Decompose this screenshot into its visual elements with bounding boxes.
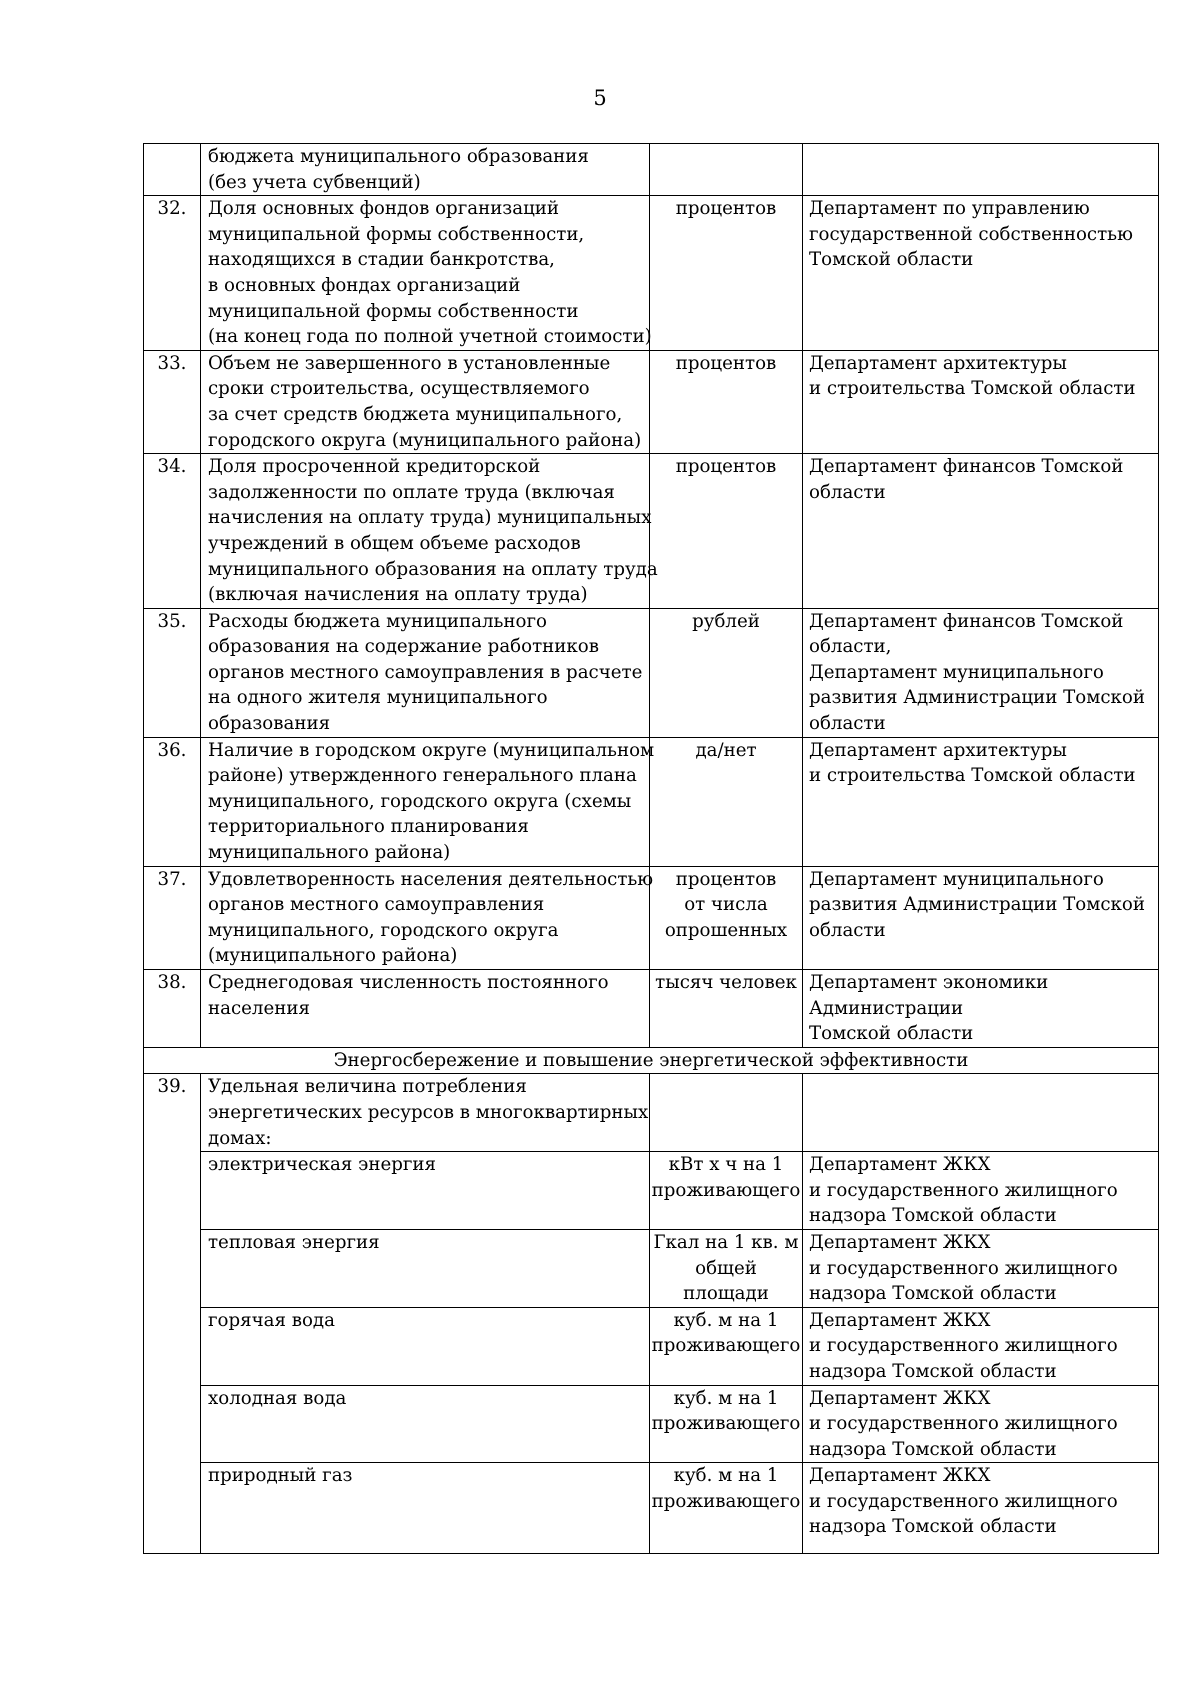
unit-of-measure — [650, 144, 803, 196]
responsible-department — [803, 1385, 1159, 1463]
row-number: 37. — [144, 866, 201, 969]
unit-of-measure-line: куб. м на 1 — [673, 1387, 779, 1409]
indicator-name-line: Объем не завершенного в установленные — [208, 352, 611, 374]
responsible-department-line: Департамент архитектуры — [809, 739, 1067, 761]
unit-of-measure-line: площади — [683, 1283, 769, 1305]
responsible-department-line: надзора Томской области — [809, 1438, 1057, 1460]
indicator-name-line: Доля основных фондов организаций — [208, 198, 560, 220]
indicator-name-line: домах: — [208, 1127, 272, 1149]
indicator-name — [201, 454, 658, 609]
row-number: 32. — [144, 196, 201, 351]
indicator-name-line: задолженности по оплате труда (включая — [208, 481, 615, 503]
unit-of-measure — [650, 1385, 803, 1463]
table-body — [144, 144, 1159, 1554]
responsible-department-line: области — [809, 919, 886, 941]
indicator-name-line: районе) утвержденного генерального плана — [208, 765, 637, 787]
unit-of-measure-line: проживающего — [651, 1490, 801, 1512]
indicator-name-line: за счет средств бюджета муниципального, — [208, 403, 623, 425]
unit-of-measure-line: процентов — [675, 868, 777, 890]
responsible-department-line: Департамент по управлению — [809, 198, 1090, 220]
responsible-department — [803, 608, 1159, 737]
responsible-department-line: Департамент экономики — [809, 972, 1049, 993]
indicator-name — [201, 608, 650, 737]
responsible-department — [803, 196, 1159, 351]
indicator-name — [201, 737, 655, 866]
unit-of-measure — [650, 1152, 803, 1230]
section-header-row — [144, 1047, 1159, 1074]
responsible-department-line: и государственного жилищного — [809, 1257, 1118, 1279]
unit-of-measure-line: куб. м на 1 — [673, 1465, 779, 1487]
responsible-department-line: развития Администрации Томской — [809, 687, 1145, 709]
indicator-name-line: Удовлетворенность населения деятельностью — [208, 868, 654, 890]
unit-of-measure — [650, 196, 803, 351]
responsible-department — [803, 1229, 1159, 1307]
responsible-department-line: области — [809, 481, 886, 503]
unit-of-measure — [650, 1463, 803, 1554]
responsible-department-line: и строительства Томской области — [809, 765, 1136, 787]
indicator-name-line: образования на содержание работников — [208, 636, 599, 658]
responsible-department-line: развития Администрации Томской — [809, 894, 1145, 916]
row-number: 33. — [144, 350, 201, 453]
indicator-name-line: находящихся в стадии банкротства, — [208, 249, 555, 271]
resource-name: электрическая энергия — [201, 1152, 650, 1230]
unit-of-measure-line: тысяч человек — [655, 972, 797, 993]
responsible-department-line: и строительства Томской области — [809, 378, 1136, 400]
resource-name: природный газ — [201, 1463, 650, 1554]
sub-row — [144, 1463, 1159, 1554]
table-row — [144, 970, 1159, 1048]
indicator-name — [201, 970, 650, 1048]
responsible-department-line: и государственного жилищного — [809, 1179, 1118, 1201]
indicator-name-line: территориального планирования — [208, 816, 529, 838]
indicator-name-line: населения — [208, 997, 310, 1019]
indicator-name-line: учреждений в общем объеме расходов — [208, 532, 581, 554]
row-number: 38. — [144, 970, 201, 1048]
unit-of-measure — [650, 1307, 803, 1385]
indicator-name-line: бюджета муниципального образования — [208, 146, 589, 167]
responsible-department — [803, 1074, 1159, 1152]
responsible-department-line: и государственного жилищного — [809, 1335, 1118, 1357]
indicator-name-line: (муниципального района) — [208, 945, 458, 967]
responsible-department-line: области, — [809, 636, 892, 658]
unit-of-measure-line: куб. м на 1 — [673, 1309, 779, 1331]
unit-of-measure-line: кВт х ч на 1 — [668, 1154, 784, 1176]
resource-name: тепловая энергия — [201, 1229, 650, 1307]
sub-row — [144, 1307, 1159, 1385]
responsible-department-line: области — [809, 713, 886, 735]
indicator-name-line: муниципальной формы собственности, — [208, 223, 585, 245]
unit-of-measure-line: общей — [695, 1257, 757, 1279]
responsible-department-line: надзора Томской области — [809, 1516, 1057, 1538]
indicator-name-line: муниципального, городского округа — [208, 919, 559, 941]
indicator-name-line: Расходы бюджета муниципального — [208, 610, 547, 632]
responsible-department — [803, 1307, 1159, 1385]
unit-of-measure — [650, 1074, 803, 1152]
table-row — [144, 454, 1159, 609]
indicator-name-line: муниципального района) — [208, 842, 451, 864]
responsible-department — [803, 970, 1159, 1048]
indicator-name — [201, 866, 654, 969]
table-row — [144, 866, 1159, 969]
responsible-department — [803, 1152, 1159, 1230]
table-row — [144, 1074, 1159, 1152]
responsible-department-line: Администрации — [809, 997, 964, 1019]
section-title: Энергосбережение и повышение энергетической эффективности — [144, 1047, 1159, 1074]
row-number: 39. — [144, 1074, 201, 1554]
responsible-department-line: надзора Томской области — [809, 1283, 1057, 1305]
sub-row — [144, 1229, 1159, 1307]
responsible-department-line: Департамент ЖКХ — [809, 1309, 991, 1331]
responsible-department-line: Департамент муниципального — [809, 661, 1104, 683]
unit-of-measure-line: проживающего — [651, 1413, 801, 1435]
unit-of-measure-line: процентов — [675, 456, 777, 478]
unit-of-measure — [650, 350, 803, 453]
indicator-name-line: городского округа (муниципального района) — [208, 429, 642, 451]
responsible-department-line: Департамент финансов Томской — [809, 456, 1124, 478]
responsible-department — [803, 866, 1159, 969]
indicator-name — [201, 1074, 650, 1152]
indicator-name-line: на одного жителя муниципального — [208, 687, 548, 709]
indicator-name-line: энергетических ресурсов в многоквартирных — [208, 1101, 649, 1123]
table-row — [144, 350, 1159, 453]
indicator-name-line: в основных фондах организаций — [208, 274, 521, 296]
unit-of-measure — [650, 866, 803, 969]
indicator-name-line: органов местного самоуправления — [208, 894, 545, 916]
indicator-name-line: (включая начисления на оплату труда) — [208, 584, 588, 606]
unit-of-measure — [650, 737, 803, 866]
page-number: 5 — [593, 86, 607, 110]
responsible-department — [803, 144, 1159, 196]
indicator-name-line: Наличие в городском округе (муниципальном — [208, 739, 655, 761]
indicator-name-line: муниципальной формы собственности — [208, 300, 579, 322]
responsible-department — [803, 1463, 1159, 1554]
responsible-department-line: надзора Томской области — [809, 1205, 1057, 1227]
responsible-department-line: Департамент ЖКХ — [809, 1154, 991, 1176]
responsible-department — [803, 737, 1159, 866]
responsible-department-line: Департамент муниципального — [809, 868, 1104, 890]
responsible-department-line: Томской области — [809, 249, 974, 271]
unit-of-measure-line: процентов — [675, 198, 777, 220]
indicator-name-line: начисления на оплату труда) муниципальных — [208, 507, 652, 529]
responsible-department-line: и государственного жилищного — [809, 1490, 1118, 1512]
unit-of-measure-line: процентов — [675, 352, 777, 374]
responsible-department-line: и государственного жилищного — [809, 1413, 1118, 1435]
table-row — [144, 144, 1159, 196]
table-row — [144, 737, 1159, 866]
indicator-name — [201, 196, 650, 351]
responsible-department — [803, 454, 1159, 609]
row-number: 35. — [144, 608, 201, 737]
responsible-department — [803, 350, 1159, 453]
unit-of-measure — [650, 454, 803, 609]
unit-of-measure-line: проживающего — [651, 1179, 801, 1201]
responsible-department-line: государственной собственностью — [809, 223, 1133, 245]
indicator-name-line: Удельная величина потребления — [208, 1076, 527, 1098]
responsible-department-line: надзора Томской области — [809, 1360, 1057, 1382]
row-number: 36. — [144, 737, 201, 866]
unit-of-measure-line: да/нет — [695, 739, 757, 761]
row-number: 34. — [144, 454, 201, 609]
indicator-name-line: сроки строительства, осуществляемого — [208, 378, 590, 400]
indicator-name — [201, 350, 650, 453]
row-number — [144, 144, 201, 196]
responsible-department-line: Департамент архитектуры — [809, 352, 1067, 374]
table-row — [144, 608, 1159, 737]
unit-of-measure-line: от числа — [684, 894, 768, 916]
indicator-name-line: муниципального, городского округа (схемы — [208, 790, 632, 812]
responsible-department-line: Томской области — [809, 1023, 974, 1045]
responsible-department-line: Департамент ЖКХ — [809, 1387, 991, 1409]
unit-of-measure-line: проживающего — [651, 1335, 801, 1357]
resource-name: холодная вода — [201, 1385, 650, 1463]
unit-of-measure — [650, 608, 803, 737]
indicator-name-line: Среднегодовая численность постоянного — [208, 972, 609, 993]
indicator-name-line: (без учета субвенций) — [208, 171, 421, 193]
indicator-name-line: образования — [208, 713, 331, 735]
responsible-department-line: Департамент финансов Томской — [809, 610, 1124, 632]
resource-name: горячая вода — [201, 1307, 650, 1385]
indicator-name-line: (на конец года по полной учетной стоимости) — [208, 326, 652, 348]
unit-of-measure-line: опрошенных — [664, 919, 788, 941]
responsible-department-line: Департамент ЖКХ — [809, 1231, 991, 1253]
sub-row — [144, 1152, 1159, 1230]
responsible-department-line: Департамент ЖКХ — [809, 1465, 991, 1487]
unit-of-measure — [650, 970, 803, 1048]
unit-of-measure-line: рублей — [692, 610, 760, 632]
indicator-name-line: Доля просроченной кредиторской — [208, 456, 541, 478]
table-row — [144, 196, 1159, 351]
indicator-name-line: органов местного самоуправления в расчете — [208, 661, 643, 683]
indicator-name — [201, 144, 650, 196]
indicators-table — [143, 143, 1159, 1554]
sub-row — [144, 1385, 1159, 1463]
indicator-name-line: муниципального образования на оплату труда — [208, 558, 658, 580]
unit-of-measure-line: Гкал на 1 кв. м — [653, 1231, 799, 1253]
unit-of-measure — [650, 1229, 803, 1307]
